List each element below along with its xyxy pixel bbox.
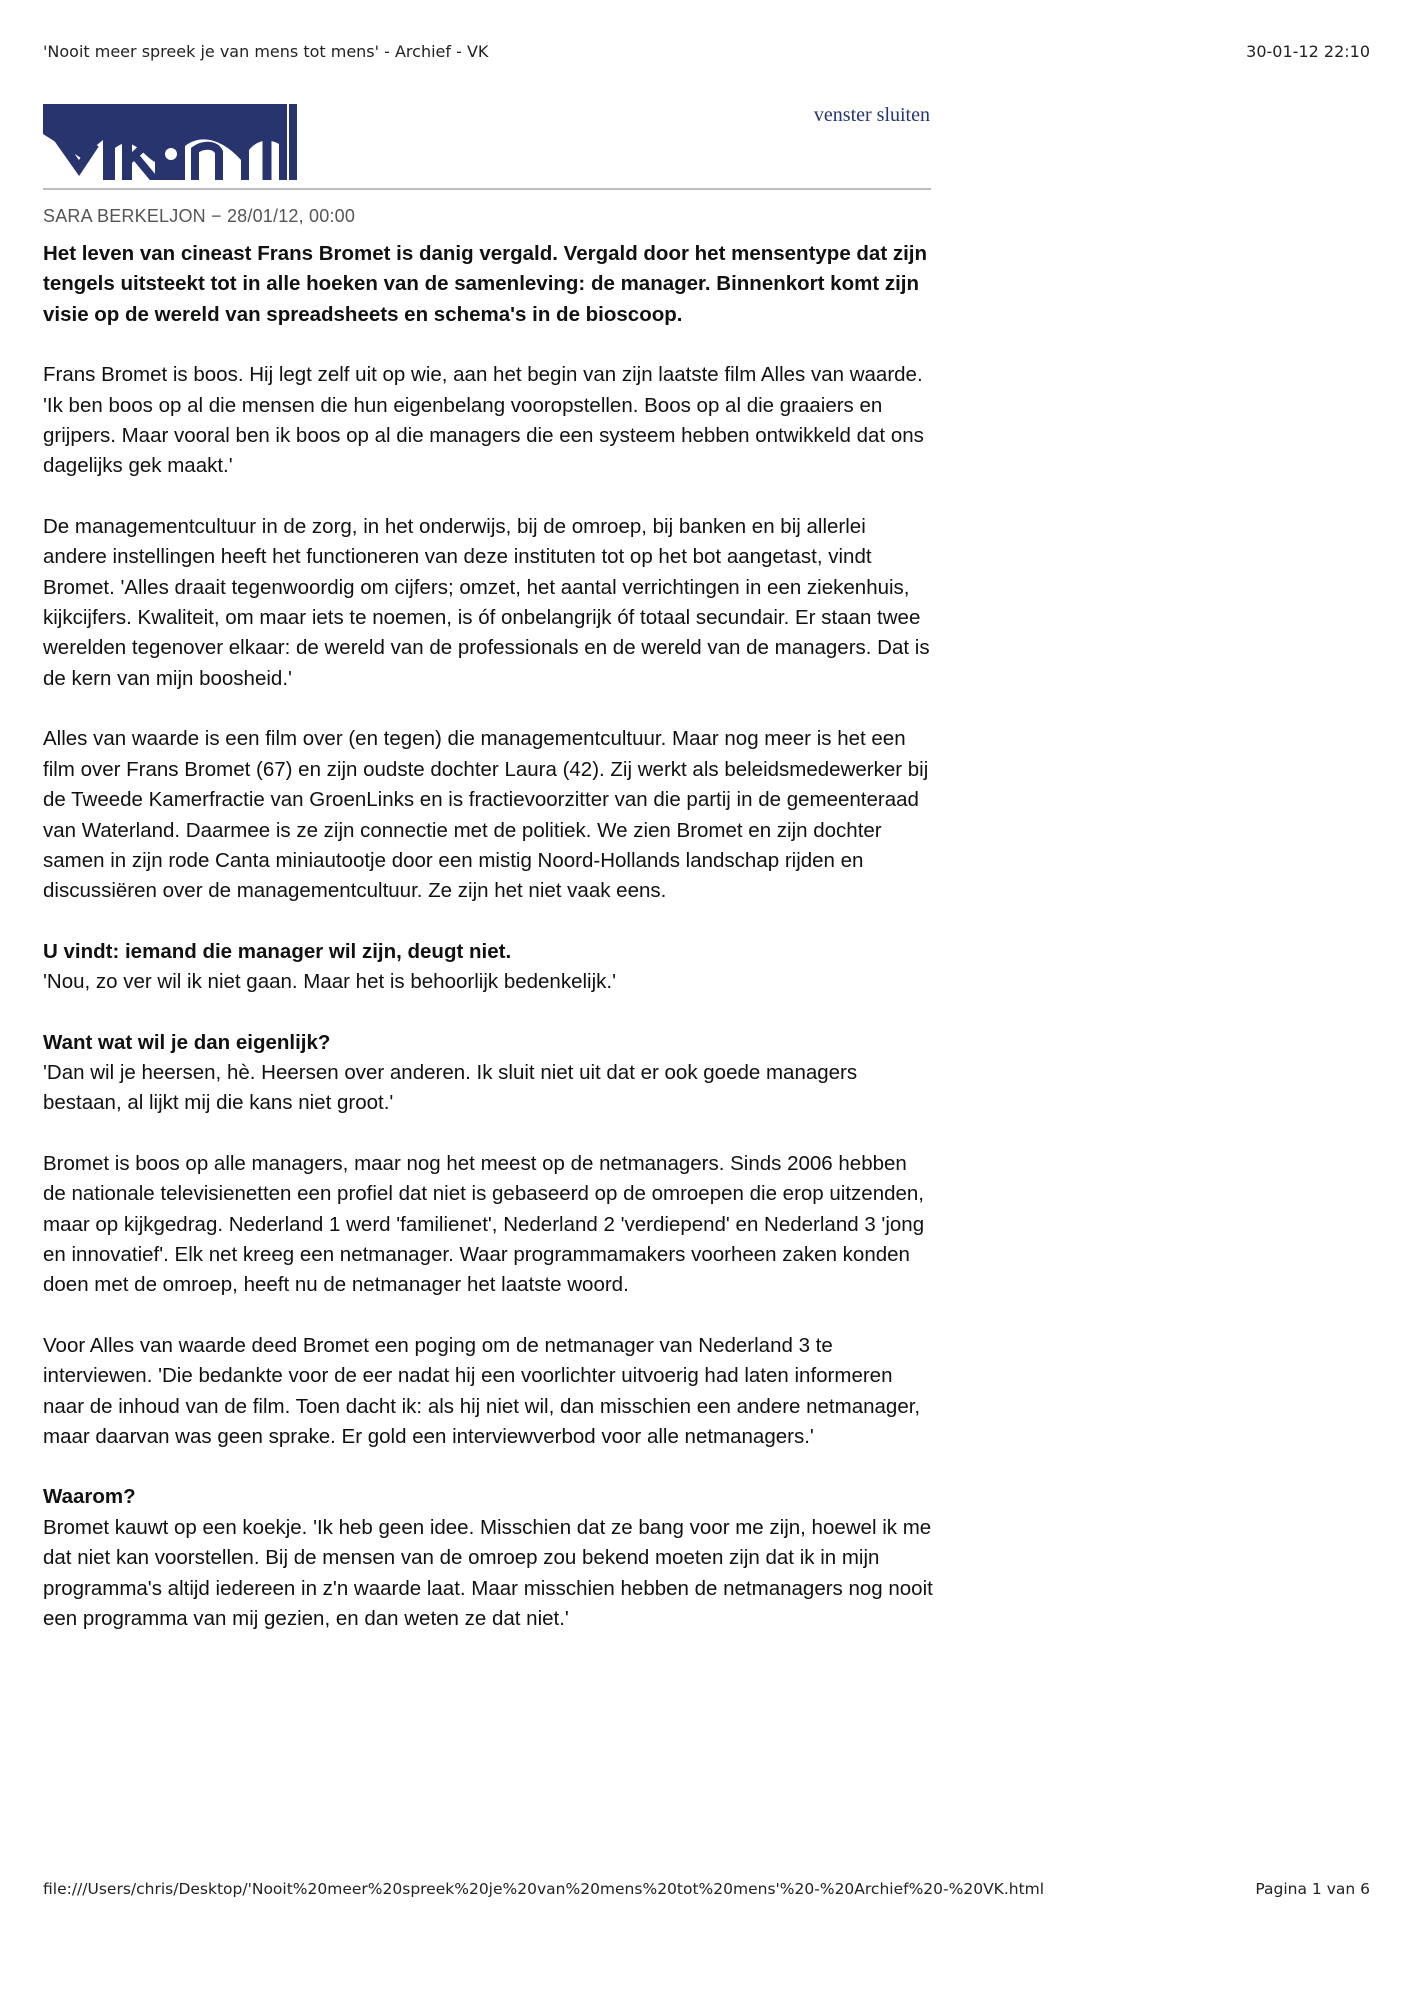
interview-question: Waarom?: [43, 1485, 136, 1509]
byline: SARA BERKELJON − 28/01/12, 00:00: [43, 206, 356, 226]
print-url: file:///Users/chris/Desktop/'Nooit%20meer%20spreek%20je%20van%20mens%20tot%20mens'%20-%20Archief%20-%20VK.html: [43, 1880, 1045, 1898]
article-lead: Het leven van cineast Frans Bromet is danig vergald. Vergald door het mensentype dat zijn tengels uitsteekt tot in alle hoeken van de samenleving: de manager. Binnenkort komt zijn visie op de wereld van spreadsheets en schema's in de bioscoop.: [43, 242, 928, 326]
close-window-link[interactable]: venster sluiten: [813, 104, 930, 126]
interview-question: Want wat wil je dan eigenlijk?: [43, 1030, 331, 1054]
article-paragraph: De managementcultuur in de zorg, in het onderwijs, bij de omroep, bij banken en bij allerlei andere instellingen heeft het functioneren van deze instituten tot op het bot aangetast, vindt Bromet. 'Alles draait tegenwoordig om cijfers; omzet, het aantal verrichtingen in een ziekenhuis, kijkcijfers. Kwaliteit, om maar iets te noemen, is óf onbelangrijk óf totaal secundair. Er staan twee werelden tegenover elkaar: de wereld van de professionals en de wereld van de managers. Dat is de kern van mijn boosheid.': [43, 514, 930, 690]
article-paragraph: Frans Bromet is boos. Hij legt zelf uit op wie, aan het begin van zijn laatste film Alles van waarde. 'Ik ben boos op al die mensen die hun eigenbelang vooropstellen. Boos op al die graaiers en grijpers. Maar vooral ben ik boos op al die managers die een systeem hebben ontwikkeld dat ons dagelijks gek maakt.': [43, 363, 924, 478]
header-divider: [43, 188, 931, 190]
interview-answer: 'Dan wil je heersen, hè. Heersen over anderen. Ik sluit niet uit dat er ook goede managers bestaan, al lijkt mij die kans niet groot.': [43, 1060, 858, 1115]
interview-block: [43, 1482, 933, 1634]
interview-block: [43, 1028, 933, 1119]
vk-logo[interactable]: [43, 104, 299, 180]
article-paragraph: Voor Alles van waarde deed Bromet een poging om de netmanager van Nederland 3 te interviewen. 'Die bedankte voor de eer nadat hij een voorlichter uitvoerig had laten informeren naar de inhoud van de film. Toen dacht ik: als hij niet wil, dan misschien een andere netmanager, maar daarvan was geen sprake. Er gold een interviewverbod voor alle netmanagers.': [43, 1333, 921, 1448]
print-header: [43, 42, 1370, 61]
print-footer: [43, 1880, 1370, 1898]
interview-answer: 'Nou, zo ver wil ik niet gaan. Maar het is behoorlijk bedenkelijk.': [43, 970, 616, 994]
interview-block: [43, 937, 933, 998]
interview-question: U vindt: iemand die manager wil zijn, deugt niet.: [43, 939, 512, 963]
print-datetime: 30-01-12 22:10: [1246, 42, 1370, 61]
page-number: Pagina 1 van 6: [1255, 1880, 1370, 1898]
article: [43, 206, 933, 1664]
print-title: 'Nooit meer spreek je van mens tot mens' - Archief - VK: [43, 42, 489, 61]
article-paragraph: Alles van waarde is een film over (en tegen) die managementcultuur. Maar nog meer is het een film over Frans Bromet (67) en zijn oudste dochter Laura (42). Zij werkt als beleidsmedewerker bij de Tweede Kamerfractie van GroenLinks en is fractievoorzitter van die partij in de gemeenteraad van Waterland. Daarmee is ze zijn connectie met de politiek. We zien Bromet en zijn dochter samen in zijn rode Canta miniautootje door een mistig Noord-Hollands landschap rijden en discussiëren over de managementcultuur. Ze zijn het niet vaak eens.: [43, 727, 929, 903]
interview-answer: Bromet kauwt op een koekje. 'Ik heb geen idee. Misschien dat ze bang voor me zijn, hoewel ik me dat niet kan voorstellen. Bij de mensen van de omroep zou bekend moeten zijn dat ik in mijn programma's altijd iedereen in z'n waarde laat. Maar misschien hebben de netmanagers nog nooit een programma van mij gezien, en dan weten ze dat niet.': [43, 1515, 933, 1631]
article-paragraph: Bromet is boos op alle managers, maar nog het meest op de netmanagers. Sinds 2006 hebben de nationale televisienetten een profiel dat niet is gebaseerd op de omroepen die erop uitzenden, maar op kijkgedrag. Nederland 1 werd 'familienet', Nederland 2 'verdiepend' en Nederland 3 'jong en innovatief'. Elk net kreeg een netmanager. Waar programmamakers voorheen zaken konden doen met de omroep, heeft nu de netmanager het laatste woord.: [43, 1151, 925, 1297]
